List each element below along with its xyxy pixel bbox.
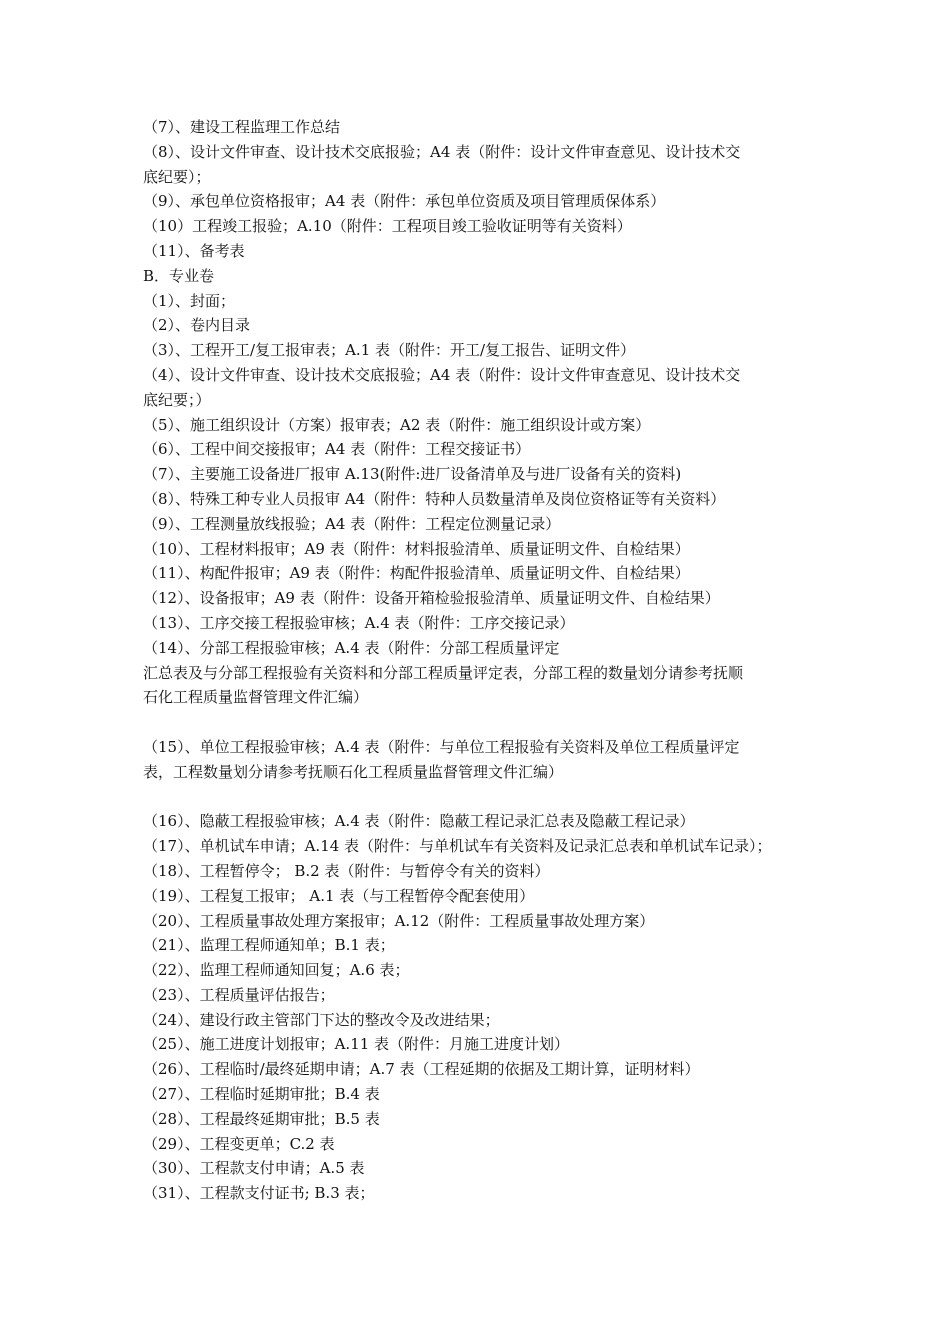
text-line: （23）、工程质量评估报告； [143, 985, 335, 1004]
text-line: （8）、设计文件审查、设计技术交底报验；A4 表（附件：设计文件审查意见、设计技术交 [143, 142, 741, 161]
text-line: （19）、工程复工报审； A.1 表（与工程暂停令配套使用） [143, 886, 535, 905]
text-line: B．专业卷 [143, 266, 215, 285]
text-line: （20）、工程质量事故处理方案报审；A.12（附件：工程质量事故处理方案） [143, 911, 655, 930]
text-line: （3）、工程开工/复工报审表；A.1 表（附件：开工/复工报告、证明文件） [143, 341, 636, 360]
text-line: （17）、单机试车申请；A.14 表（附件：与单机试车有关资料及记录汇总表和单机试车记录）； [143, 837, 772, 856]
text-line: 表，工程数量划分请参考抚顺石化工程质量监督管理文件汇编） [143, 762, 564, 781]
text-line: （10）、工程材料报审；A9 表（附件：材料报验清单、质量证明文件、自检结果） [143, 539, 690, 558]
text-line: （10）工程竣工报验；A.10（附件：工程项目竣工验收证明等有关资料） [143, 217, 632, 236]
text-line: （11）、备考表 [143, 241, 245, 260]
text-line: （6）、工程中间交接报审；A4 表（附件：工程交接证书） [143, 440, 531, 459]
text-line: （7）、建设工程监理工作总结 [143, 118, 341, 136]
text-line: （1）、封面； [143, 291, 236, 310]
text-line: （9）、承包单位资格报审；A4 表（附件：承包单位资质及项目管理质保体系） [143, 192, 666, 211]
text-line: （13）、工序交接工程报验审核；A.4 表（附件：工序交接记录） [143, 613, 575, 632]
text-line: （30）、工程款支付申请；A.5 表 [143, 1159, 365, 1178]
text-line: （8）、特殊工种专业人员报审 A4（附件：特种人员数量清单及岗位资格证等有关资料） [143, 489, 726, 508]
text-line: （21）、监理工程师通知单；B.1 表； [143, 936, 395, 955]
text-line: （2）、卷内目录 [143, 316, 251, 335]
text-line: （15）、单位工程报验审核；A.4 表（附件：与单位工程报验有关资料及单位工程质量评定 [143, 737, 740, 756]
text-line: （25）、施工进度计划报审；A.11 表（附件：月施工进度计划） [143, 1035, 570, 1054]
text-line: （27）、工程临时延期审批；B.4 表 [143, 1085, 380, 1104]
text-line: （31）、工程款支付证书; B.3 表； [143, 1184, 375, 1203]
text-line: （12）、设备报审；A9 表（附件：设备开箱检验报验清单、质量证明文件、自检结果） [143, 589, 720, 608]
document-body [143, 115, 811, 1206]
text-line: 底纪要；） [143, 390, 211, 409]
text-line: （5）、施工组织设计（方案）报审表；A2 表（附件：施工组织设计或方案） [143, 415, 651, 434]
text-line: （16）、隐蔽工程报验审核；A.4 表（附件：隐蔽工程记录汇总表及隐蔽工程记录） [143, 812, 695, 831]
text-line: （24）、建设行政主管部门下达的整改令及改进结果； [143, 1010, 500, 1029]
text-line: （18）、工程暂停令； B.2 表（附件：与暂停令有关的资料） [143, 861, 550, 880]
text-line: （9）、工程测量放线报验；A4 表（附件：工程定位测量记录） [143, 514, 561, 533]
text-line: （11）、构配件报审；A9 表（附件：构配件报验清单、质量证明文件、自检结果） [143, 564, 690, 583]
blank-line [143, 785, 811, 810]
text-line: 石化工程质量监督管理文件汇编） [143, 688, 369, 707]
text-line: （22）、监理工程师通知回复；A.6 表； [143, 961, 410, 980]
text-line: 汇总表及与分部工程报验有关资料和分部工程质量评定表，分部工程的数量划分请参考抚顺 [143, 663, 744, 682]
blank-line [143, 710, 811, 735]
text-line: （28）、工程最终延期审批；B.5 表 [143, 1109, 380, 1128]
text-line: （29）、工程变更单；C.2 表 [143, 1134, 335, 1153]
text-line: （7）、主要施工设备进厂报审 A.13(附件:进厂设备清单及与进厂设备有关的资料) [143, 465, 682, 484]
text-line: （4）、设计文件审查、设计技术交底报验；A4 表（附件：设计文件审查意见、设计技术交 [143, 365, 741, 384]
text-line: 底纪要）； [143, 167, 211, 186]
text-line: （26）、工程临时/最终延期申请；A.7 表（工程延期的依据及工期计算，证明材料） [143, 1060, 700, 1079]
text-line: （14）、分部工程报验审核；A.4 表（附件：分部工程质量评定 [143, 638, 560, 657]
